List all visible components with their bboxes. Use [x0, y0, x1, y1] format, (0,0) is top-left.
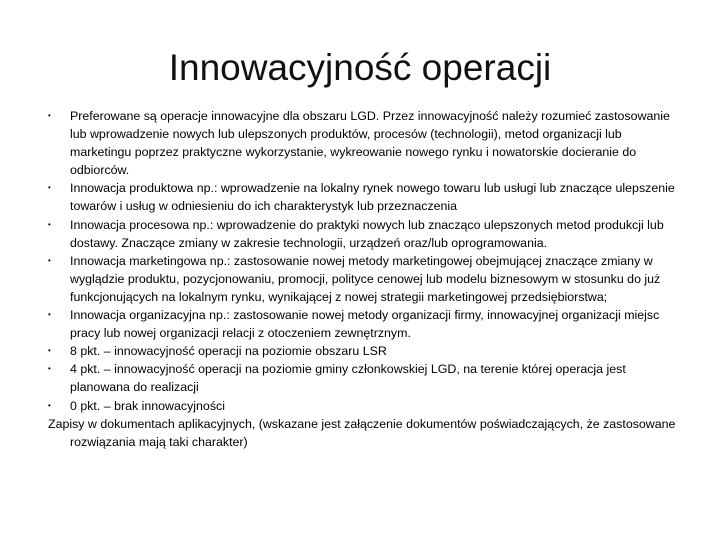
bullet-icon: • [48, 255, 51, 265]
bullet-text: 4 pkt. – innowacyjność operacji na poziomie gminy członkowskiej LGD, na terenie której operacja jest planowana do realizacji [70, 362, 626, 395]
bullet-icon: • [48, 310, 51, 320]
bullet-icon: • [48, 346, 51, 356]
bullet-text: Innowacja produktowa np.: wprowadzenie na lokalny rynek nowego towaru lub usługi lub znaczące ulepszenie towarów i usług w odniesieniu do ich charakterystyk lub przeznaczenia [70, 181, 675, 214]
bullet-text: Innowacja procesowa np.: wprowadzenie do praktyki nowych lub znacząco ulepszonych metod produkcji lub dostawy. Znaczące zmiany w zakresie technologii, urządzeń oraz/lub oprogramowania. [70, 217, 664, 250]
bullet-text: Innowacja marketingowa np.: zastosowanie nowej metody marketingowej obejmującej znaczące zmiany w wyglądzie produktu, pozycjonowaniu, promocji, polityce cenowej lub modelu biznesowym w stosunku do już funkcjonujących na lokalnym rynku, wynikającej z nowej strategii marketingowej przedsiębiorstwa; [70, 253, 661, 304]
closing-note: Zapisy w dokumentach aplikacyjnych, (wskazane jest załączenie dokumentów poświadczających, że zastosowane rozwiązania mają taki charakter) [48, 416, 676, 449]
bullet-item [48, 360, 680, 396]
bullet-text: Preferowane są operacje innowacyjne dla obszaru LGD. Przez innowacyjność należy rozumieć zastosowanie lub wprowadzenie nowych lub ulepszonych produktów, procesów (technologii), metod organizacji lub marketingu poprzez praktyczne wykorzystanie, wykreowanie nowego rynku i nowatorskie docieranie do odbiorców. [70, 109, 670, 178]
bullet-icon: • [48, 111, 51, 120]
bullet-icon: • [48, 400, 51, 410]
bullet-item [48, 179, 680, 215]
bullet-icon: • [48, 183, 51, 193]
bullet-item [48, 306, 680, 342]
slide-title: Innowacyjność operacji [168, 47, 552, 88]
bullet-text: 0 pkt. – brak innowacyjności [70, 398, 225, 413]
bullet-item [48, 397, 680, 415]
bullet-text: 8 pkt. – innowacyjność operacji na poziomie obszaru LSR [70, 344, 387, 359]
bullet-item [48, 107, 680, 179]
bullet-icon: • [48, 219, 51, 229]
bullet-text: Innowacja organizacyjna np.: zastosowanie nowej metody organizacji firmy, innowacyjnej organizacji miejsc pracy lub nowej organizacji relacji z otoczeniem zewnętrznym. [70, 308, 660, 341]
bullet-item [48, 252, 680, 306]
bullet-item [48, 342, 680, 360]
bullet-item [48, 216, 680, 252]
slide-content [48, 107, 680, 451]
bullet-icon: • [48, 364, 51, 374]
